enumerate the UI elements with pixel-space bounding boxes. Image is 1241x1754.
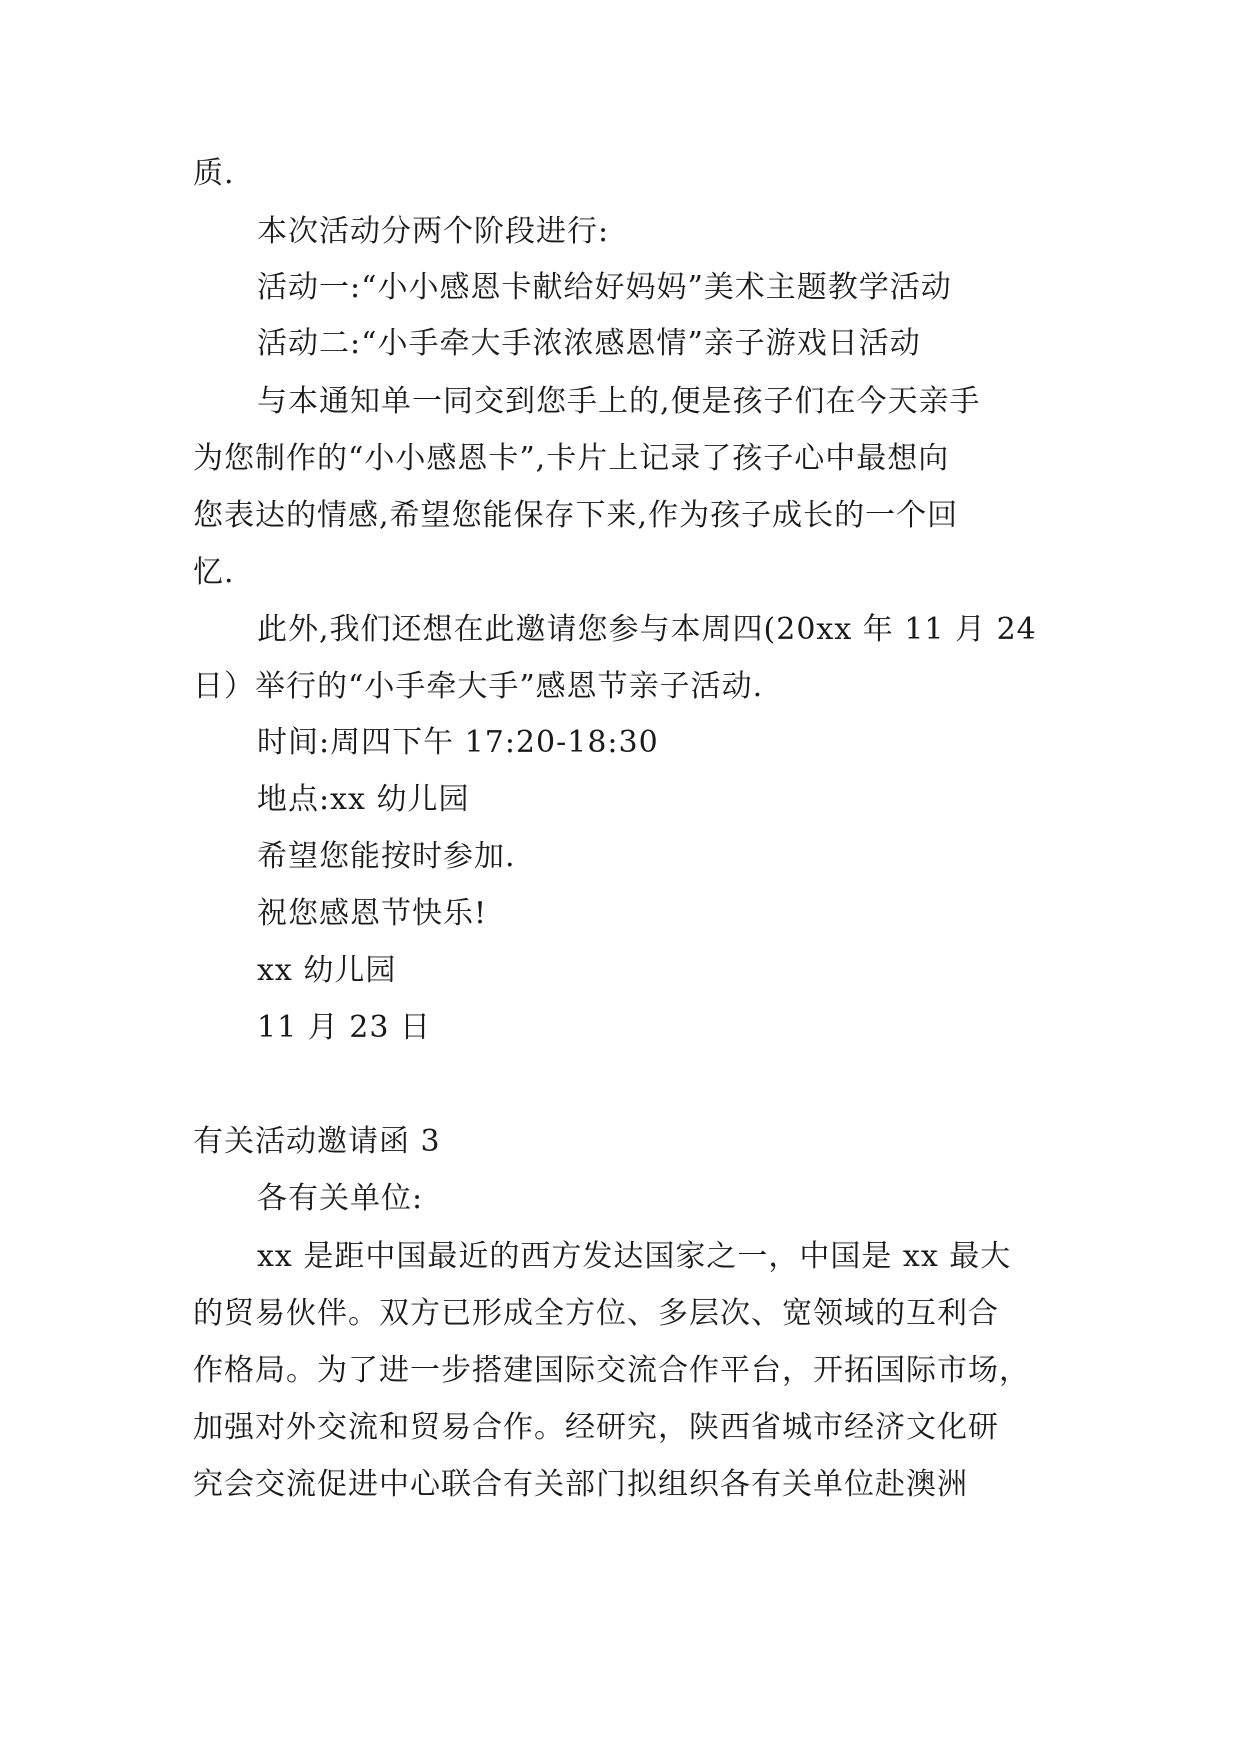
paragraph-line: 质. <box>193 156 235 191</box>
paragraph-line: 地点:xx 幼儿园 <box>257 782 470 817</box>
paragraph-line: 活动一:“小小感恩卡献给好妈妈”美术主题教学活动 <box>257 270 952 305</box>
paragraph-line: 日）举行的“小手牵大手”感恩节亲子活动. <box>193 669 764 704</box>
paragraph-line: 希望您能按时参加. <box>257 839 516 874</box>
paragraph-line: 本次活动分两个阶段进行: <box>257 214 610 249</box>
paragraph-line: 究会交流促进中心联合有关部门拟组织各有关单位赴澳洲 <box>193 1467 968 1502</box>
paragraph-line: 与本通知单一同交到您手上的,便是孩子们在今天亲手 <box>257 384 981 419</box>
section-heading: 有关活动邀请函 3 <box>193 1124 441 1159</box>
paragraph-line: 此外,我们还想在此邀请您参与本周四(20xx 年 11 月 24 <box>257 612 1037 647</box>
paragraph-line: 忆. <box>193 555 235 590</box>
paragraph-line: 的贸易伙伴。双方已形成全方位、多层次、宽领域的互利合 <box>193 1296 999 1331</box>
paragraph-line: 11 月 23 日 <box>257 1010 431 1045</box>
paragraph-line: 您表达的情感,希望您能保存下来,作为孩子成长的一个回 <box>193 498 959 533</box>
paragraph-line: 活动二:“小手牵大手浓浓感恩情”亲子游戏日活动 <box>257 326 921 361</box>
paragraph-line: xx 是距中国最近的西方发达国家之一，中国是 xx 最大 <box>257 1239 1012 1274</box>
paragraph-line: 加强对外交流和贸易合作。经研究，陕西省城市经济文化研 <box>193 1410 999 1445</box>
paragraph-line: xx 幼儿园 <box>257 953 397 988</box>
paragraph-line: 祝您感恩节快乐! <box>257 896 488 931</box>
paragraph-line: 时间:周四下午 17:20-18:30 <box>257 725 659 760</box>
paragraph-line: 作格局。为了进一步搭建国际交流合作平台，开拓国际市场， <box>193 1353 1030 1388</box>
paragraph-line: 为您制作的“小小感恩卡”,卡片上记录了孩子心中最想向 <box>193 441 950 476</box>
salutation: 各有关单位: <box>257 1181 424 1216</box>
